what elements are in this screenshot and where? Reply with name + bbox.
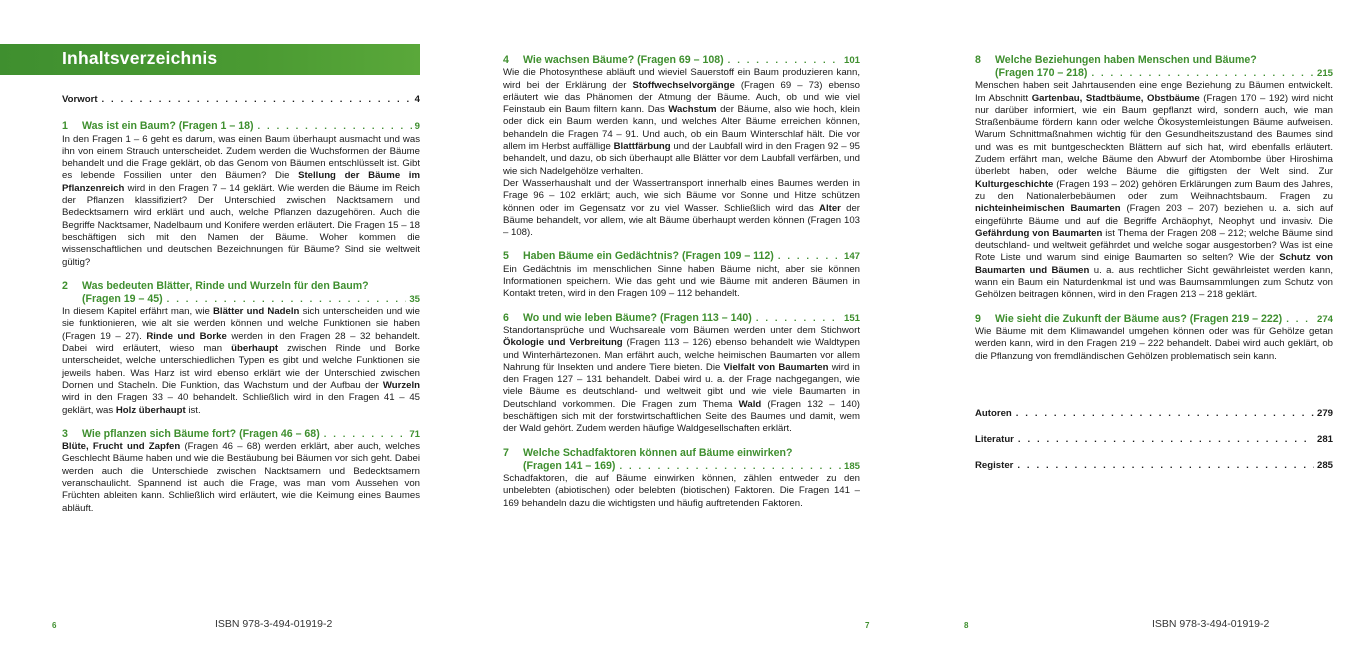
chapter-6 — [503, 312, 860, 436]
title-banner — [0, 44, 420, 75]
chapter-heading[interactable] — [62, 120, 420, 133]
chapter-3 — [62, 428, 420, 515]
chapter-heading-line2[interactable] — [975, 67, 1333, 80]
backmatter-autoren — [975, 408, 1333, 419]
chapter-2 — [62, 280, 420, 417]
toc-entry-literatur[interactable] — [975, 434, 1333, 445]
chapter-heading-line2[interactable] — [62, 293, 420, 306]
toc-entry-label: Vorwort — [62, 94, 98, 105]
chapter-page: 9 — [414, 121, 420, 133]
chapter-title: Wie wachsen Bäume? (Fragen 69 – 108) — [523, 54, 724, 66]
chapter-title: Was ist ein Baum? (Fragen 1 – 18) — [82, 120, 254, 133]
leader-dots — [167, 294, 407, 306]
chapter-heading[interactable] — [503, 447, 860, 460]
toc-entry-vorwort[interactable] — [62, 94, 420, 106]
chapter-1 — [62, 120, 420, 269]
chapter-heading[interactable] — [62, 428, 420, 441]
leader-dots — [756, 313, 841, 325]
chapter-summary: Wie die Photosynthese abläuft und wieviel Sauerstoff ein Baum produzieren kann, wird bei der Erklärung der Stoffwechselvorgänge (Fragen 69 – 73) ebenso erläutert wie das Phänomen der Atmung der Bäume. Auch, ob und wie viel Feinstaub ein Baum filtern kann. Das Wachstum der Bäume, also wie hoch, klein oder dick ein Baum werden kann, und welches Alter Bäume erreichen können, behandeln die Fragen 74 – 91. Und auch, ob ein Baum Winterschlaf hält. Die vor allem im Herbst auffällige Blattfärbung und der Laubfall wird in den Fragen 92 – 95 behandelt, und dazu, ob sich überhaupt alle Blätter vor dem Laubfall verfärben, und wie sich Nadelgehölze verhalten. Der Wasserhaushalt und der Wassertransport innerhalb eines Baumes werden in Frage 96 – 102 erklärt; auch, wie sich Bäume vor Sonne und Hitze schützen können oder im Gegensatz vor zu viel Wasser. Schließlich wird das Alter der Bäume behandelt, vor allem, wie alt Bäume überhaupt werden können (Fragen 103 – 108). — [503, 67, 860, 239]
chapter-page: 215 — [1316, 68, 1333, 79]
chapter-page: 71 — [409, 428, 420, 440]
chapter-number: 6 — [503, 311, 509, 324]
chapter-page: 185 — [843, 460, 860, 472]
chapter-heading[interactable] — [503, 54, 860, 67]
leader-dots — [258, 121, 412, 133]
leader-dots — [324, 429, 407, 441]
chapter-page: 35 — [409, 293, 420, 305]
chapter-number: 1 — [62, 120, 68, 133]
toc-entry-page: 279 — [1316, 408, 1333, 419]
toc-entry-label: Register — [975, 460, 1014, 471]
toc-entry-page: 285 — [1316, 460, 1333, 471]
chapter-7 — [503, 447, 860, 510]
chapter-4 — [503, 54, 860, 239]
chapter-summary: In den Fragen 1 – 6 geht es darum, was einen Baum überhaupt ausmacht und was ihn von einem Strauch unterscheidet. Zudem werden die Wuchsformen der Bäume behandelt und die Frage geklärt, ob das Genom von Bäumen entschlüsselt ist. Gibt es lebende Fossilien unter den Bäumen? Die Stellung der Bäume im Pflanzenreich wird in den Fragen 7 – 14 geklärt. Wie werden die Bäume im Reich der Pflanzen klassifiziert? Der Unterschied zwischen Nacktsamern und Bedecktsamern wird erklärt und auch, welche Pflanzen dazugehören. Auch die Begriffe Nacktsamer, Nadelbaum und Konifere werden erläutert. Die Fragen 15 – 18 beschäftigen sich mit den Namen der Bäume. Woher kommen die wissenschaftlichen und deutschen Bezeichnungen für Bäume? Sind sie weltweit gültig? — [62, 133, 421, 268]
chapter-page: 147 — [843, 251, 860, 263]
chapter-summary: Wie Bäume mit dem Klimawandel umgehen können oder was für Gehölze getan werden kann, wird in den Fragen 219 – 222 behandelt. Dabei wird auch geklärt, ob die Pflanzung von fremdländischen Gehölzen problematisch sein kann. — [975, 325, 1333, 362]
isbn-left: ISBN 978-3-494-01919-2 — [215, 618, 333, 630]
chapter-number: 2 — [62, 279, 68, 292]
chapter-title: Welche Beziehungen haben Menschen und Bäume? — [995, 54, 1257, 66]
page-number-right: 8 — [964, 621, 969, 630]
chapter-heading[interactable] — [975, 313, 1333, 326]
toc-entry-page: 4 — [414, 94, 420, 105]
chapter-summary: In diesem Kapitel erfährt man, wie Blätter und Nadeln sich unterscheiden und wie sie funktionieren, wie alt sie werden können und welche Funktionen sie haben (Fragen 19 – 27). Rinde und Borke werden in den Fragen 28 – 32 behandelt. Dabei wird erläutert, wieso man überhaupt zwischen Rinde und Borke unterscheidet, welche unterschiedlichen Typen es gibt und welche Funktionen sie jeweils haben. Was Harz ist wird ebenso erklärt wie der Unterschied zwischen Dornen und Stacheln. Die Funktion, das Wachstum und der Aufbau der Wurzeln wird in den Fragen 33 – 40 behandelt. Schließlich wird in den Fragen 41 – 45 geklärt, was Holz überhaupt ist. — [62, 306, 420, 416]
chapter-title-cont: (Fragen 141 – 169) — [523, 459, 616, 472]
leader-dots — [1091, 68, 1314, 80]
chapter-heading[interactable] — [975, 54, 1333, 67]
backmatter-literatur — [975, 434, 1333, 445]
isbn-right: ISBN 978-3-494-01919-2 — [1152, 618, 1270, 630]
chapter-heading[interactable] — [503, 312, 860, 325]
chapter-summary: Standortansprüche und Wuchsareale vom Bäumen werden unter dem Stichwort Ökologie und Verbreitung (Fragen 113 – 126) ebenso behandelt wie Waldtypen und Winterhärtezonen. Man erfährt auch, welche heimischen Baumarten vor allem Nahrung für Insekten und andere Tiere bieten. Die Vielfalt von Baumarten wird in den Fragen 127 – 131 behandelt. Dabei wird u. a. der Frage nachgegangen, wie viele Bäume es deutschland- und weltweit gibt und wie viele Baumarten in Deutschland vorkommen. Die Fragen zum Thema Wald (Fragen 132 – 140) beschäftigen sich mit der forstwirtschaftlichen Seite des Baumes und damit, wem der Wald gehört. Zudem werden häufige Waldgesellschaften erklärt. — [503, 324, 861, 435]
leader-dots — [1016, 408, 1314, 419]
chapter-title: Welche Schadfaktoren können auf Bäume einwirken? — [523, 446, 793, 459]
leader-dots — [1017, 460, 1314, 471]
page-number-left: 6 — [52, 621, 57, 630]
chapter-heading[interactable] — [62, 280, 420, 293]
chapter-heading-line2[interactable] — [503, 460, 860, 473]
chapter-page: 274 — [1316, 313, 1333, 325]
chapter-title: Haben Bäume ein Gedächtnis? (Fragen 109 – 112) — [523, 250, 774, 263]
chapter-page: 101 — [843, 55, 860, 66]
chapter-title: Wie pflanzen sich Bäume fort? (Fragen 46 – 68) — [82, 427, 320, 440]
page-title: Inhaltsverzeichnis — [62, 48, 218, 68]
chapter-8 — [975, 54, 1333, 302]
toc-column-right — [975, 54, 1333, 374]
leader-dots — [102, 94, 412, 106]
toc-entry-register[interactable] — [975, 460, 1333, 471]
chapter-number: 4 — [503, 54, 509, 66]
chapter-summary: Menschen haben seit Jahrtausenden eine enge Beziehung zu Bäumen entwickelt. Im Abschnitt Gartenbau, Stadtbäume, Obstbäume (Fragen 170 – 192) wird nicht nur darüber informiert, wie ein Baum gepflanzt wird, sondern auch, wie man Straßenbäume fördern kann oder welche Ökosystemleistungen Bäume aufweisen. Warum Schnittmaßnahmen wichtig für den Gesundheitszustand des Baumes sind und was es mit buntgescheckten Blättern auf sich hat, wird ebenfalls erläutert. Zudem erfährt man, welche Bäume den Abwurf der Atombombe über Hiroshima überlebt haben, oder welche Bäume die giftigsten der Welt sind. Zur Kulturgeschichte (Fragen 193 – 202) gehören Erklärungen zum Baum des Jahres, zu den Nationalerbebäumen oder zum Weihnachtsbaum. Fragen zu nichteinheimischen Baumarten (Fragen 203 – 207) beziehen u. a. sich auf eingeführte Bäume und auf die Begriffe Archäophyt, Neophyt und invasiv. Die Gefährdung von Baumarten ist Thema der Fragen 208 – 212; welche Bäume sind deutschland- und weltweit gefährdet und welche sogar ausgestorben? Was ist eine Rote Liste und warum sind einige Baumarten so selten? Wie der Schutz von Baumarten und Bäumen u. a. aus rechtlicher Sicht gewährleistet werden kann, wann ein Baum ein Naturdenkmal ist und was Baumsammlungen zum Schutz von Gehölzen beitragen können, wird in den Fragen 213 – 218 geklärt. — [975, 80, 1334, 301]
chapter-number: 3 — [62, 427, 68, 440]
chapter-title: Wie sieht die Zukunft der Bäume aus? (Fragen 219 – 222) — [995, 312, 1283, 325]
page-number-middle: 7 — [865, 621, 870, 630]
toc-entry-page: 281 — [1316, 434, 1333, 445]
chapter-9 — [975, 313, 1333, 363]
chapter-5 — [503, 250, 860, 300]
leader-dots — [778, 251, 841, 263]
chapter-number: 8 — [975, 54, 981, 66]
chapter-number: 5 — [503, 250, 509, 263]
leader-dots — [1018, 434, 1314, 445]
chapter-title-cont: (Fragen 170 – 218) — [995, 67, 1088, 79]
chapter-title-cont: (Fragen 19 – 45) — [82, 292, 163, 305]
chapter-heading[interactable] — [503, 250, 860, 263]
toc-column-middle — [503, 54, 860, 521]
chapter-summary: Ein Gedächtnis im menschlichen Sinne haben Bäume nicht, aber sie können Informationen speichern. Wie das geht und wie Bäume mit anderen Bäumen in Kontakt treten, wird in den Fragen 109 – 112 behandelt. — [503, 263, 860, 300]
toc-entry-autoren[interactable] — [975, 408, 1333, 419]
toc-entry-label: Literatur — [975, 434, 1014, 445]
chapter-title: Was bedeuten Blätter, Rinde und Wurzeln für den Baum? — [82, 279, 369, 292]
toc-column-left — [62, 94, 420, 526]
toc-entry-label: Autoren — [975, 408, 1012, 419]
chapter-page: 151 — [843, 312, 860, 324]
chapter-summary: Schadfaktoren, die auf Bäume einwirken können, zählen entweder zu den unbelebten (abiotischen) oder belebten (biotischen) Faktoren. Die Fragen 141 – 169 behandeln dazu die wichtigsten und häufig auftretenden Faktoren. — [503, 472, 860, 509]
leader-dots — [1286, 314, 1314, 326]
chapter-summary: Blüte, Frucht und Zapfen (Fragen 46 – 68) werden erklärt, aber auch, welches Geschlecht Bäume haben und wie die Bestäubung bei Bäumen vor sich geht. Dabei werden auch die Unterschiede zwischen Nacktsamern und Bedecktsamern veranschaulicht. Spannend ist auch die Frage, was man vom Aussehen von Früchten ableiten kann. Schließlich wird erläutert, wie die Keimung eines Baumes abläuft. — [62, 441, 420, 514]
backmatter-register — [975, 460, 1333, 471]
leader-dots — [728, 55, 841, 67]
chapter-number: 9 — [975, 312, 981, 325]
chapter-title: Wo und wie leben Bäume? (Fragen 113 – 140) — [523, 311, 752, 324]
chapter-number: 7 — [503, 446, 509, 459]
leader-dots — [619, 461, 841, 473]
